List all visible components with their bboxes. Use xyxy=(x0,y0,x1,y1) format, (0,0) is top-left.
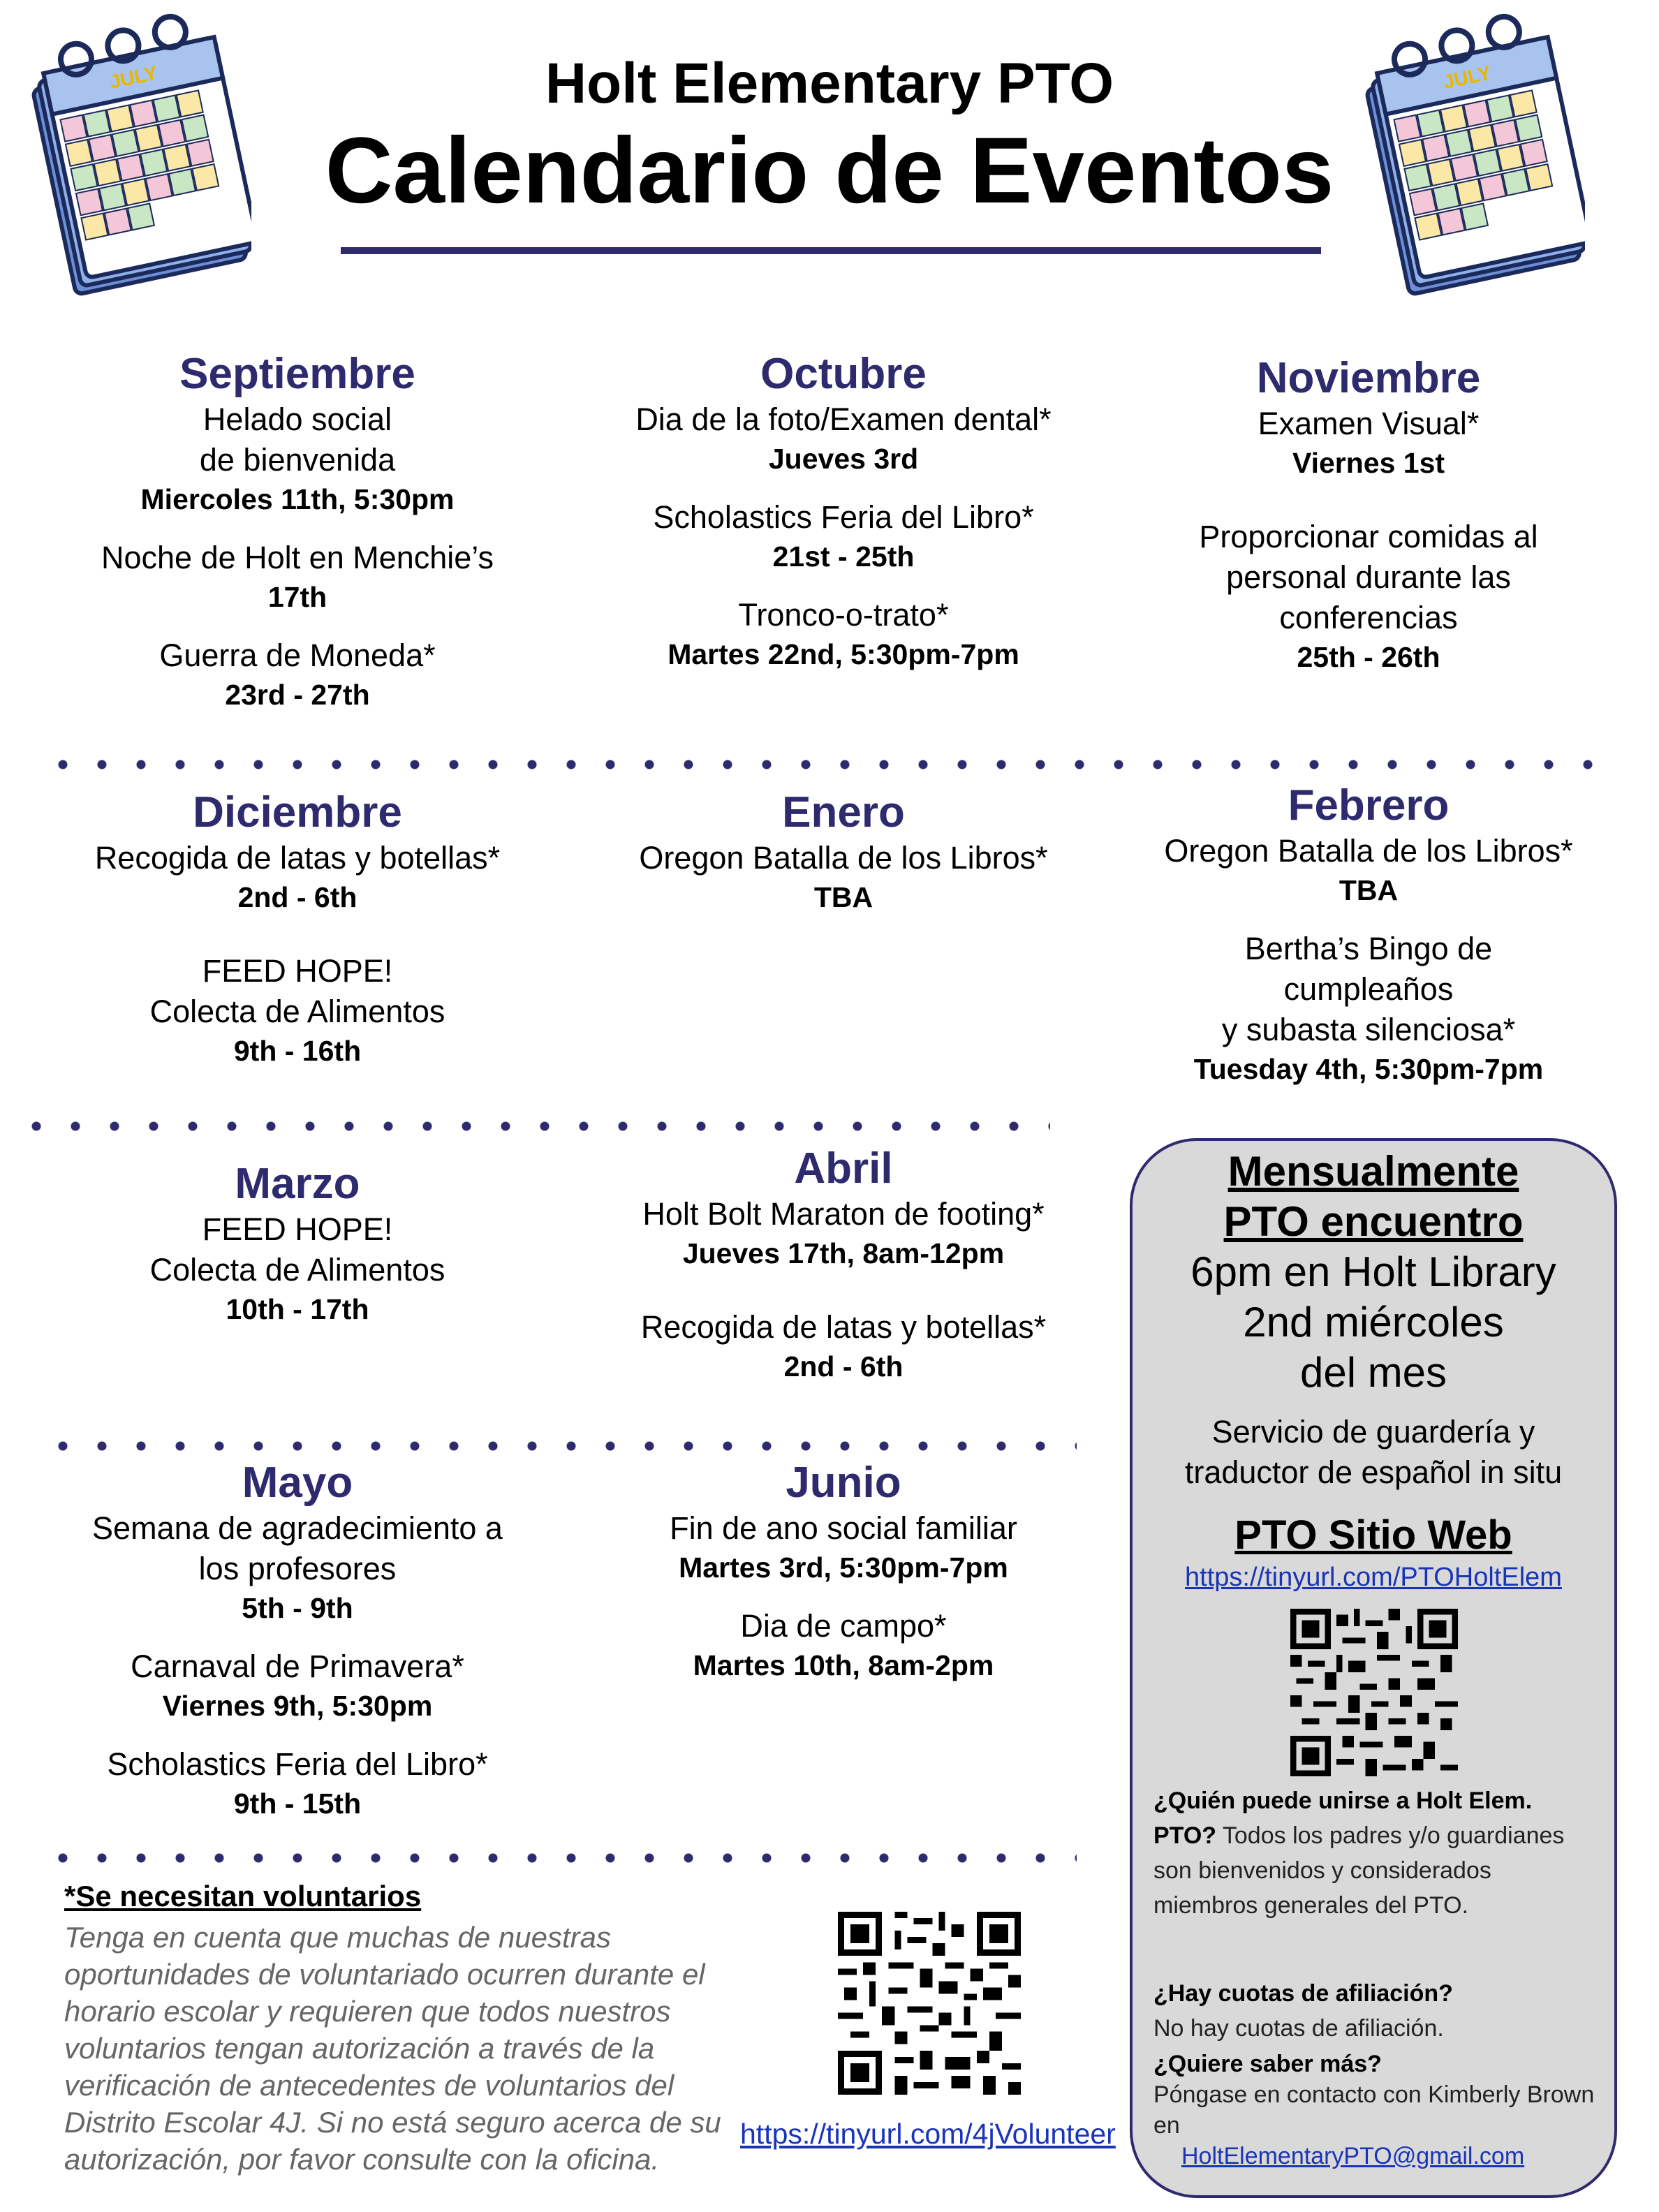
event-name: Bertha’s Bingo de xyxy=(1244,931,1493,966)
event-date: Jueves 3rd xyxy=(768,443,919,475)
svg-text:JULY: JULY xyxy=(1441,61,1494,94)
event-name: Dia de la foto/Examen dental* xyxy=(635,401,1052,437)
event-date: 5th - 9th xyxy=(242,1592,353,1624)
month-december xyxy=(67,788,528,1070)
event-date: 9th - 15th xyxy=(233,1787,362,1820)
page-title: Calendario de Eventos xyxy=(325,119,1334,223)
month-september xyxy=(67,349,528,714)
faq-question: ¿Hay cuotas de afiliación? xyxy=(1153,1980,1453,2007)
event-name: personal durante las xyxy=(1226,559,1511,595)
volunteer-link[interactable]: https://tinyurl.com/4jVolunteer xyxy=(740,2118,1116,2150)
event-name: conferencias xyxy=(1279,600,1458,635)
pto-name: Holt Elementary PTO xyxy=(545,52,1114,115)
faq-answer: No hay cuotas de afiliación. xyxy=(1153,2015,1444,2042)
event-name: Holt Bolt Maraton de footing* xyxy=(642,1196,1045,1232)
month-title: Octubre xyxy=(760,350,927,398)
event-name: Semana de agradecimiento a xyxy=(92,1510,503,1546)
event-date: 23rd - 27th xyxy=(225,679,370,711)
month-title: Enero xyxy=(782,788,905,836)
website-link[interactable]: https://tinyurl.com/PTOHoltElem xyxy=(1185,1563,1562,1592)
month-october xyxy=(613,349,1074,673)
calendar-illustration-right xyxy=(1355,7,1585,307)
event-name: y subasta silenciosa* xyxy=(1221,1012,1516,1047)
event-date: TBA xyxy=(1339,874,1399,906)
volunteers-needed-title: *Se necesitan voluntarios xyxy=(64,1880,422,1912)
event-date: 2nd - 6th xyxy=(783,1350,904,1382)
event-date: 9th - 16th xyxy=(233,1035,362,1067)
title-underline xyxy=(341,247,1321,254)
event-name: Colecta de Alimentos xyxy=(149,1252,445,1288)
event-date: Viernes 9th, 5:30pm xyxy=(162,1690,433,1722)
faq-join xyxy=(1153,1783,1600,1923)
sidebar-heading: PTO encuentro xyxy=(1223,1198,1524,1245)
event-name: Scholastics Feria del Libro* xyxy=(107,1746,488,1782)
meeting-info: 2nd miércoles xyxy=(1243,1299,1504,1345)
event-name: Dia de campo* xyxy=(740,1608,947,1644)
month-title: Abril xyxy=(794,1144,893,1193)
event-name: Tronco-o-trato* xyxy=(738,597,949,633)
month-june xyxy=(613,1458,1074,1684)
month-march xyxy=(67,1159,528,1328)
month-november xyxy=(1138,353,1599,676)
faq-fees xyxy=(1153,1976,1600,2046)
dotted-divider xyxy=(43,1853,1077,1863)
dotted-divider xyxy=(43,1441,1077,1451)
event-name: Examen Visual* xyxy=(1258,406,1480,441)
event-name: cumpleaños xyxy=(1283,971,1454,1007)
event-name: Colecta de Alimentos xyxy=(149,994,445,1029)
event-name: Recogida de latas y botellas* xyxy=(94,840,501,876)
event-date: Martes 10th, 8am-2pm xyxy=(693,1649,994,1681)
event-date: Viernes 1st xyxy=(1292,447,1445,479)
service-info: Servicio de guardería y xyxy=(1211,1414,1535,1450)
event-date: 25th - 26th xyxy=(1297,641,1440,673)
meeting-info: 6pm en Holt Library xyxy=(1190,1248,1556,1295)
event-date: 21st - 25th xyxy=(772,540,915,573)
month-title: Mayo xyxy=(242,1459,353,1507)
event-name: FEED HOPE! xyxy=(202,953,393,989)
month-title: Marzo xyxy=(235,1160,360,1208)
event-name: Noche de Holt en Menchie’s xyxy=(101,540,494,575)
monthly-meeting-box xyxy=(1130,1138,1617,2198)
event-name: Oregon Batalla de los Libros* xyxy=(639,840,1048,876)
event-name: los profesores xyxy=(198,1551,397,1586)
event-date: Jueves 17th, 8am-12pm xyxy=(682,1237,1005,1269)
event-name: Proporcionar comidas al xyxy=(1199,519,1538,554)
event-date: 17th xyxy=(267,581,327,613)
event-name: de bienvenida xyxy=(199,442,396,478)
month-may xyxy=(67,1458,528,1822)
website-heading: PTO Sitio Web xyxy=(1234,1512,1512,1558)
faq-question: ¿Quiere saber más? xyxy=(1153,2051,1382,2077)
dotted-divider xyxy=(17,1121,1050,1131)
faq-more xyxy=(1153,2049,1600,2172)
event-name: Oregon Batalla de los Libros* xyxy=(1164,833,1573,869)
faq-question: ¿Quién puede unirse a Holt Elem. PTO? xyxy=(1153,1787,1533,1849)
event-name: Helado social xyxy=(202,401,392,437)
event-date: Martes 3rd, 5:30pm-7pm xyxy=(679,1551,1008,1584)
event-name: Carnaval de Primavera* xyxy=(131,1649,464,1684)
month-april xyxy=(613,1144,1074,1385)
event-date: 10th - 17th xyxy=(226,1293,369,1325)
website-qr-code xyxy=(1290,1609,1458,1776)
month-january xyxy=(613,788,1074,916)
month-title: Diciembre xyxy=(193,788,402,836)
volunteer-qr-code xyxy=(838,1912,1021,2095)
month-february xyxy=(1138,781,1599,1088)
month-title: Febrero xyxy=(1288,781,1450,830)
event-date: 2nd - 6th xyxy=(237,881,357,913)
faq-answer: Todos los padres y/o guardianes son bienvenidos y considerados miembros generales del PTO. xyxy=(1153,1822,1565,1919)
service-info: traductor de español in situ xyxy=(1184,1454,1563,1490)
event-name: FEED HOPE! xyxy=(202,1211,393,1247)
calendar-illustration-left xyxy=(21,7,251,307)
month-title: Septiembre xyxy=(179,350,415,398)
event-date: TBA xyxy=(813,881,873,913)
event-date: Miercoles 11th, 5:30pm xyxy=(140,483,455,515)
month-title: Noviembre xyxy=(1256,354,1481,402)
event-name: Guerra de Moneda* xyxy=(159,637,436,673)
faq-answer: Póngase en contacto con Kimberly Brown en xyxy=(1153,2081,1595,2139)
event-name: Scholastics Feria del Libro* xyxy=(653,499,1034,535)
month-title: Junio xyxy=(786,1459,901,1507)
contact-email-link[interactable]: HoltElementaryPTO@gmail.com xyxy=(1181,2143,1525,2169)
event-date: Tuesday 4th, 5:30pm-7pm xyxy=(1193,1053,1544,1085)
dotted-divider xyxy=(43,760,1619,769)
svg-text:JULY: JULY xyxy=(108,61,160,94)
event-date: Martes 22nd, 5:30pm-7pm xyxy=(668,638,1019,670)
meeting-info: del mes xyxy=(1299,1349,1447,1396)
sidebar-heading: Mensualmente xyxy=(1227,1148,1519,1195)
volunteer-note: Tenga en cuenta que muchas de nuestras oportunidades de voluntariado ocurren durante el horario escolar y requieren que todos nuestros voluntarios tengan autorización a través de la verificación de antecedentes de voluntarios del Distrito Escolar 4J. Si no está seguro acerca de su autorización, por favor consulte con la oficina. xyxy=(64,1921,721,2176)
event-name: Recogida de latas y botellas* xyxy=(640,1309,1047,1345)
event-name: Fin de ano social familiar xyxy=(670,1510,1017,1546)
